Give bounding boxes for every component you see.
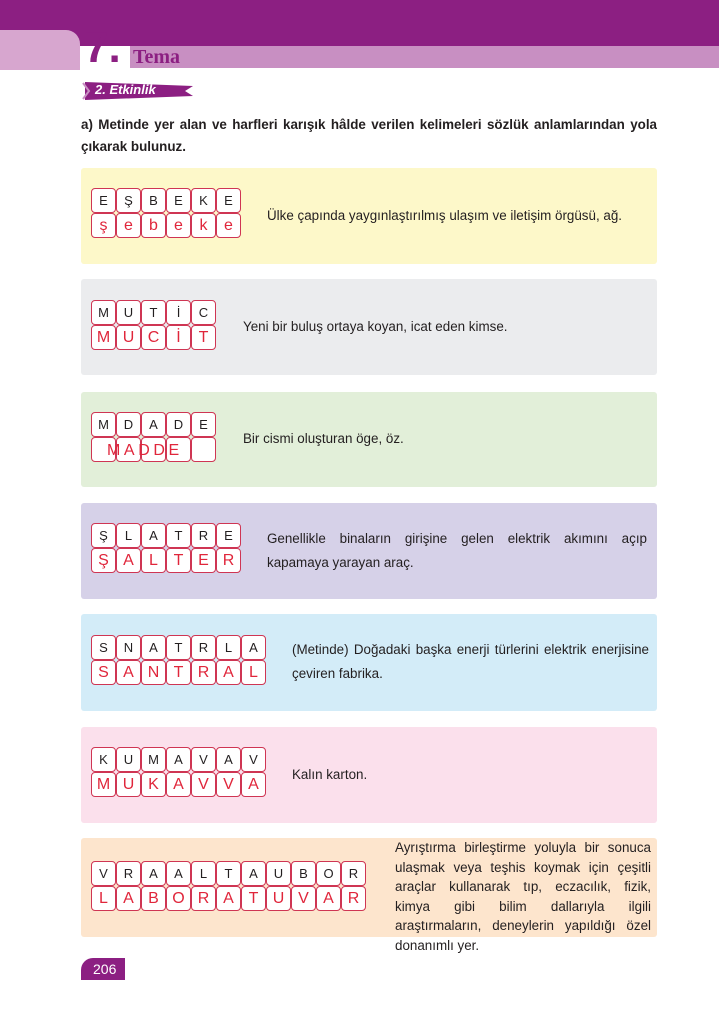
scrambled-letter-tile: O — [316, 861, 341, 886]
answer-letter-tile[interactable]: A — [241, 772, 266, 797]
scrambled-letter-tile: K — [191, 188, 216, 213]
letter-tiles — [91, 747, 266, 797]
scrambled-letter-tile: M — [91, 412, 116, 437]
scrambled-letter-tile: S — [91, 635, 116, 660]
scrambled-letter-tile: B — [141, 188, 166, 213]
answer-letter-tile[interactable]: B — [141, 886, 166, 911]
letter-tiles — [91, 188, 241, 238]
scrambled-letter-tile: R — [116, 861, 141, 886]
letter-tiles — [91, 861, 366, 911]
definition-text: Kalın karton. — [292, 767, 368, 782]
definition-text: Ayrıştırma birleştirme yoluyla bir sonuca ulaşmak veya teşhis koymak için çeşitli araçlar kullanarak tıp, eczacılık, fizik, kimya gibi bilim dallarıyla ilgili araştırmaların, deneylerin yapıldığı özel donanımlı yer. — [395, 840, 651, 953]
scrambled-letter-tile: B — [291, 861, 316, 886]
scrambled-letter-tile: M — [91, 300, 116, 325]
scrambled-letter-tile: T — [166, 635, 191, 660]
answer-letter-tile[interactable]: L — [91, 886, 116, 911]
scrambled-letter-tile: E — [216, 188, 241, 213]
answer-letter-tile[interactable]: İ — [166, 325, 191, 350]
answer-letter-tile[interactable]: T — [166, 660, 191, 685]
scrambled-letter-tile: A — [241, 861, 266, 886]
activity-label: 2. Etkinlik — [95, 82, 156, 97]
word-card — [81, 727, 657, 823]
word-card — [81, 168, 657, 264]
scrambled-letter-tile: T — [216, 861, 241, 886]
definition-text: Ülke çapında yaygınlaştırılmış ulaşım ve iletişim örgüsü, ağ. — [267, 208, 622, 223]
answer-letter-tile[interactable]: A — [216, 660, 241, 685]
letter-tiles — [91, 300, 216, 350]
answer-letter-tile[interactable]: R — [191, 660, 216, 685]
scrambled-letter-tile: İ — [166, 300, 191, 325]
answer-letter-tile[interactable]: Ş — [91, 548, 116, 573]
letter-tiles — [91, 523, 241, 573]
scrambled-letter-tile: U — [116, 747, 141, 772]
answer-letter-tile[interactable]: K — [141, 772, 166, 797]
header-title-bar — [130, 46, 719, 68]
answer-letter-tile[interactable]: T — [241, 886, 266, 911]
word-card — [81, 279, 657, 375]
scrambled-letter-tile: A — [141, 523, 166, 548]
answer-letter-tile[interactable]: A — [216, 886, 241, 911]
word-card — [81, 838, 657, 953]
scrambled-letter-tile: E — [191, 412, 216, 437]
scrambled-letter-tile: E — [91, 188, 116, 213]
handwritten-answer: MADDE — [107, 442, 183, 459]
answer-letter-tile[interactable] — [191, 437, 216, 462]
activity-badge — [81, 80, 193, 102]
scrambled-letter-tile: A — [141, 412, 166, 437]
answer-letter-tile[interactable]: b — [141, 213, 166, 238]
definition-text: Yeni bir buluş ortaya koyan, icat eden kimse. — [243, 319, 508, 334]
scrambled-letter-tile: E — [216, 523, 241, 548]
definition-text: (Metinde) Doğadaki başka enerji türlerini elektrik enerjisine çeviren fabrika. — [292, 642, 649, 681]
answer-letter-tile[interactable]: e — [216, 213, 241, 238]
answer-letter-tile[interactable]: A — [166, 772, 191, 797]
answer-letter-tile[interactable]: A — [116, 886, 141, 911]
unit-number: 7. — [84, 23, 121, 72]
answer-letter-tile[interactable]: U — [116, 325, 141, 350]
instruction-text: a) Metinde yer alan ve harfleri karışık hâlde verilen kelimeleri sözlük anlamlarından yola çıkarak bulunuz. — [81, 117, 657, 154]
answer-letter-tile[interactable]: O — [166, 886, 191, 911]
answer-letter-tile[interactable]: R — [191, 886, 216, 911]
scrambled-letter-tile: A — [166, 861, 191, 886]
answer-letter-tile[interactable]: e — [166, 213, 191, 238]
scrambled-letter-tile: A — [216, 747, 241, 772]
scrambled-letter-tile: D — [166, 412, 191, 437]
answer-letter-tile[interactable]: T — [166, 548, 191, 573]
scrambled-letter-tile: V — [191, 747, 216, 772]
scrambled-letter-tile: L — [191, 861, 216, 886]
scrambled-letter-tile: L — [216, 635, 241, 660]
definition-text: Bir cismi oluşturan öge, öz. — [243, 431, 404, 446]
scrambled-letter-tile: R — [191, 523, 216, 548]
header-number-tab — [0, 30, 80, 70]
word-card — [81, 614, 657, 711]
scrambled-letter-tile: Ş — [116, 188, 141, 213]
definition-text: Genellikle binaların girişine gelen elektrik akımını açıp kapamaya yarayan araç. — [267, 531, 647, 570]
answer-letter-tile[interactable]: A — [116, 660, 141, 685]
scrambled-letter-tile: A — [166, 747, 191, 772]
scrambled-letter-tile: A — [141, 635, 166, 660]
scrambled-letter-tile: V — [241, 747, 266, 772]
scrambled-letter-tile: C — [191, 300, 216, 325]
scrambled-letter-tile: L — [116, 523, 141, 548]
answer-letter-tile[interactable]: e — [116, 213, 141, 238]
scrambled-letter-tile: A — [241, 635, 266, 660]
scrambled-letter-tile: U — [116, 300, 141, 325]
answer-letter-tile[interactable]: ş — [91, 213, 116, 238]
answer-letter-tile[interactable]: k — [191, 213, 216, 238]
answer-letter-tile[interactable]: S — [91, 660, 116, 685]
scrambled-letter-tile: N — [116, 635, 141, 660]
scrambled-letter-tile: K — [91, 747, 116, 772]
answer-letter-tile[interactable]: R — [216, 548, 241, 573]
answer-letter-tile[interactable]: A — [116, 548, 141, 573]
answer-letter-tile[interactable]: M — [91, 325, 116, 350]
scrambled-letter-tile: U — [266, 861, 291, 886]
scrambled-letter-tile: R — [341, 861, 366, 886]
scrambled-letter-tile: M — [141, 747, 166, 772]
scrambled-letter-tile: D — [116, 412, 141, 437]
answer-letter-tile[interactable]: M — [91, 772, 116, 797]
answer-letter-tile[interactable]: L — [241, 660, 266, 685]
scrambled-letter-tile: E — [166, 188, 191, 213]
answer-letter-tile[interactable]: T — [191, 325, 216, 350]
scrambled-letter-tile: T — [141, 300, 166, 325]
page-number-tab — [81, 958, 125, 980]
scrambled-letter-tile: R — [191, 635, 216, 660]
answer-letter-tile[interactable]: V — [216, 772, 241, 797]
answer-letter-tile[interactable]: N — [141, 660, 166, 685]
answer-letter-tile[interactable]: V — [191, 772, 216, 797]
answer-letter-tile[interactable]: C — [141, 325, 166, 350]
answer-letter-tile[interactable]: E — [191, 548, 216, 573]
answer-letter-tile[interactable]: A — [316, 886, 341, 911]
answer-letter-tile[interactable]: V — [291, 886, 316, 911]
scrambled-letter-tile: A — [141, 861, 166, 886]
answer-letter-tile[interactable]: U — [266, 886, 291, 911]
word-card — [81, 503, 657, 599]
answer-letter-tile[interactable]: U — [116, 772, 141, 797]
scrambled-letter-tile: Ş — [91, 523, 116, 548]
answer-letter-tile[interactable]: L — [141, 548, 166, 573]
unit-title: Tema — [133, 46, 181, 68]
letter-tiles — [91, 635, 266, 685]
page-number: 206 — [93, 961, 117, 977]
answer-letter-tile[interactable]: R — [341, 886, 366, 911]
scrambled-letter-tile: V — [91, 861, 116, 886]
word-card — [81, 392, 657, 487]
scrambled-letter-tile: T — [166, 523, 191, 548]
